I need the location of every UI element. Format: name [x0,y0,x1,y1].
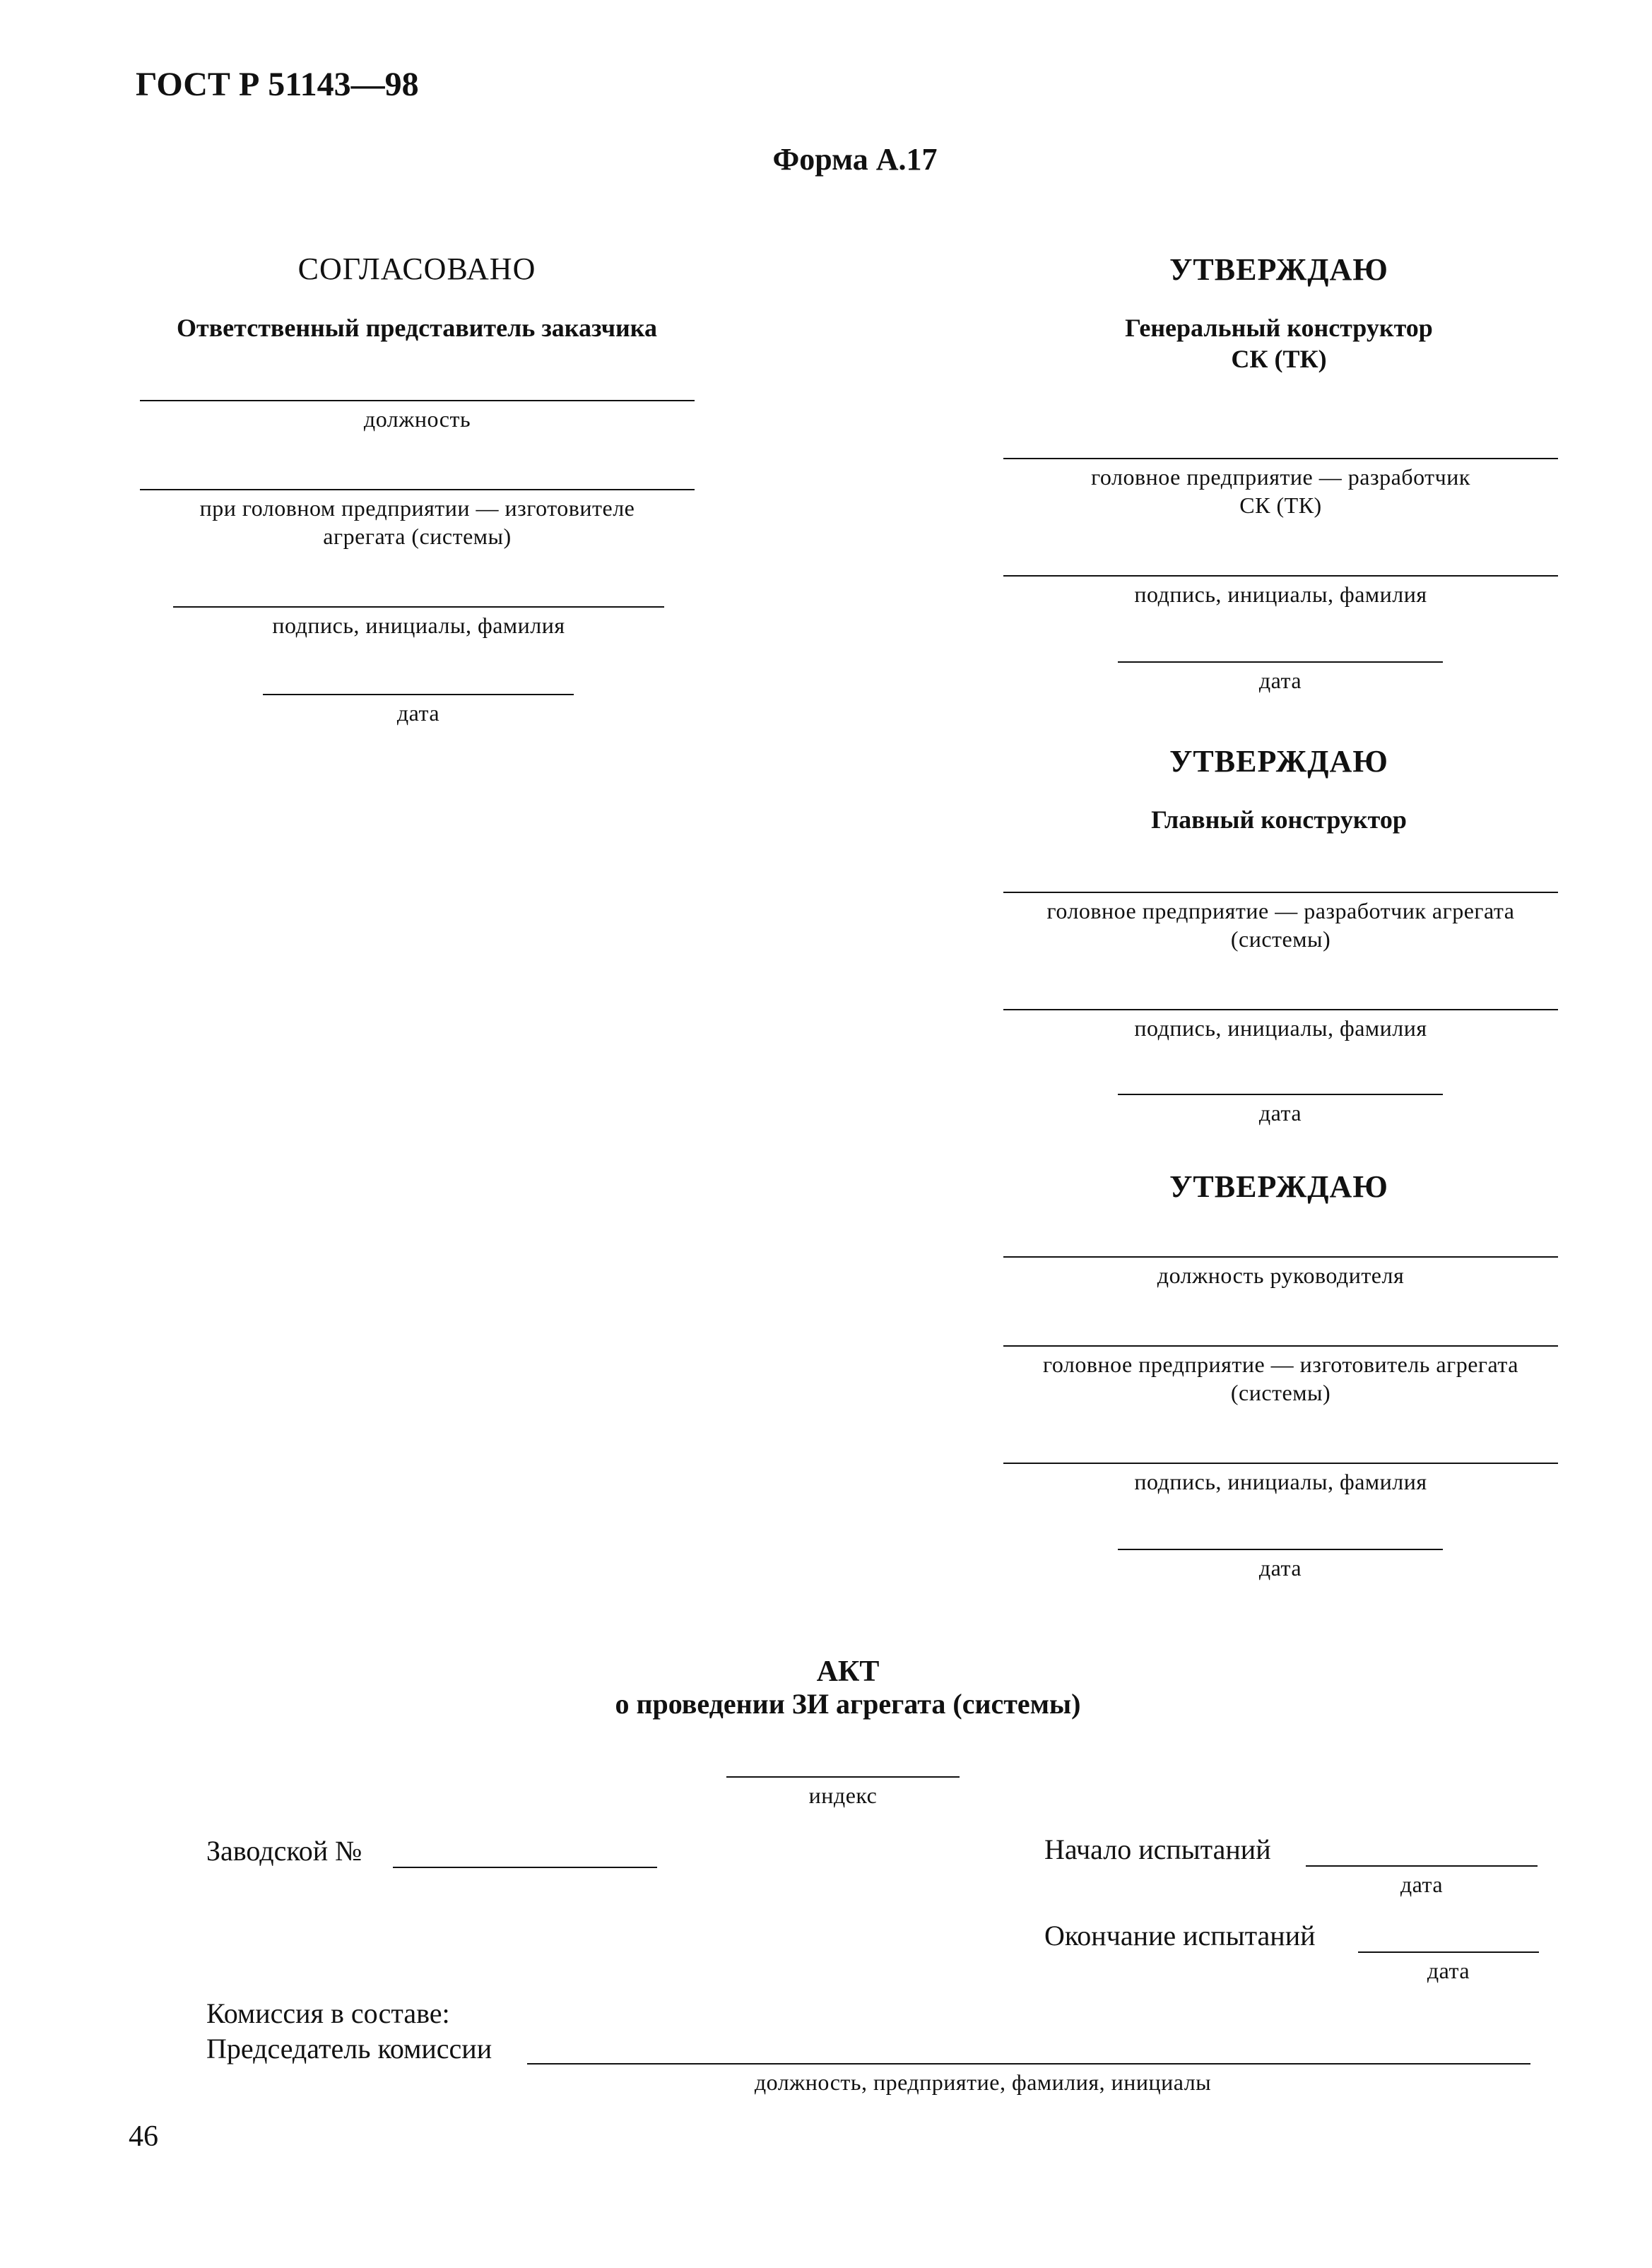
approve-heading-2: УТВЕРЖДАЮ [1169,744,1388,779]
approval-left-block [127,251,707,287]
lead-enterprise-input-line-3[interactable] [1003,1345,1558,1347]
lead-enterprise-caption-1-line1: головное предприятие — разработчик [1091,464,1470,490]
act-subtitle: о проведении ЗИ агрегата (системы) [615,1688,1081,1720]
act-title: АКТ [816,1655,880,1688]
test-start-label: Начало испытаний [1044,1833,1271,1865]
signature-input-line-2[interactable] [1003,1009,1558,1010]
enterprise-input-line[interactable] [140,489,695,490]
chairman-label: Председатель комиссии [206,2033,492,2065]
date-input-line-2[interactable] [1118,1094,1443,1095]
date-caption-1: дата [1258,668,1302,693]
lead-enterprise-caption-3-line1: головное предприятие — изготовитель агрегата [1043,1352,1518,1377]
form-title: Форма А.17 [772,142,938,177]
enterprise-caption-line2: агрегата (системы) [323,524,512,549]
signature-caption-2: подпись, инициалы, фамилия [1134,1015,1427,1041]
enterprise-caption-line1: при головном предприятии — изготовителе [199,495,635,521]
index-input-line[interactable] [726,1776,960,1778]
signature-caption: подпись, инициалы, фамилия [272,613,565,638]
position-input-line[interactable] [140,400,695,401]
serial-number-label: Заводской № [206,1835,362,1867]
test-end-date-caption: дата [1427,1958,1470,1983]
lead-enterprise-caption-2-line2: (системы) [1230,926,1331,952]
lead-enterprise-input-line-2[interactable] [1003,892,1558,893]
signature-input-line-3[interactable] [1003,1463,1558,1464]
test-end-input-line[interactable] [1358,1951,1539,1953]
test-start-input-line[interactable] [1306,1865,1538,1867]
test-end-label: Окончание испытаний [1044,1920,1316,1951]
customer-rep-subheading: Ответственный представитель заказчика [177,314,657,342]
signature-input-line[interactable] [173,606,664,608]
date-caption-2: дата [1258,1100,1302,1126]
page-number: 46 [129,2120,158,2153]
date-input-line[interactable] [263,694,574,695]
date-caption: дата [396,700,440,726]
lead-enterprise-caption-3-line2: (системы) [1230,1380,1331,1405]
manager-position-input-line[interactable] [1003,1256,1558,1258]
serial-number-input-line[interactable] [393,1867,657,1868]
general-designer-line2: СК (ТК) [1231,345,1327,373]
approve-heading-1: УТВЕРЖДАЮ [1169,252,1388,287]
signature-caption-3: подпись, инициалы, фамилия [1134,1469,1427,1494]
agreed-heading: СОГЛАСОВАНО [297,252,536,286]
standard-number: ГОСТ Р 51143—98 [136,66,419,103]
chief-designer-subheading: Главный конструктор [1151,805,1407,834]
lead-enterprise-caption-1-line2: СК (ТК) [1239,492,1322,518]
date-caption-3: дата [1258,1555,1302,1581]
signature-caption-1: подпись, инициалы, фамилия [1134,581,1427,607]
manager-position-caption: должность руководителя [1157,1263,1405,1288]
commission-label: Комиссия в составе: [206,1997,450,2029]
index-caption: индекс [808,1783,878,1808]
chairman-input-line[interactable] [527,2063,1530,2065]
approve-heading-3: УТВЕРЖДАЮ [1169,1169,1388,1204]
position-caption: должность [363,406,471,432]
lead-enterprise-input-line-1[interactable] [1003,458,1558,459]
general-designer-line1: Генеральный конструктор [1125,314,1433,342]
chairman-caption: должность, предприятие, фамилия, инициалы [754,2069,1212,2095]
date-input-line-1[interactable] [1118,661,1443,663]
test-start-date-caption: дата [1400,1872,1444,1897]
signature-input-line-1[interactable] [1003,575,1558,577]
lead-enterprise-caption-2-line1: головное предприятие — разработчик агрегата [1046,898,1515,923]
date-input-line-3[interactable] [1118,1549,1443,1550]
